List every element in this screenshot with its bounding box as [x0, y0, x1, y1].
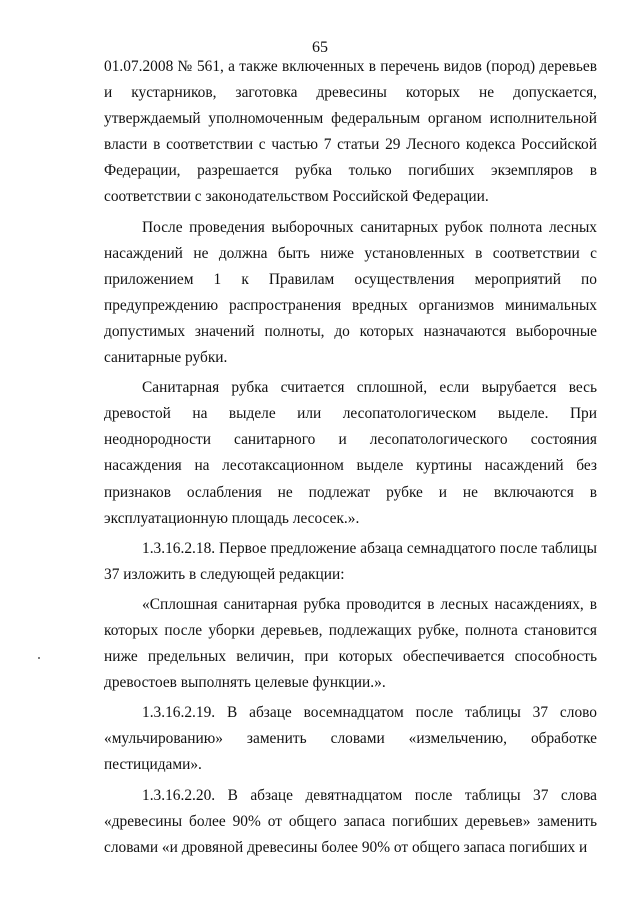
- page-number: 65: [312, 39, 328, 56]
- paragraph-5: «Сплошная санитарная рубка проводится в лесных насаждениях, в которых после уборки деревьев, подлежащих рубке, полнота становится ниже предельных величин, при которых обеспечивается способность древостоев выполнять целевые функции.».: [104, 595, 597, 692]
- paragraph-1: 01.07.2008 № 561, а также включенных в перечень видов (пород) деревьев и кустарников, заготовка древесины которых не допускается, утверждаемый уполномоченным федеральным органом исполнительной власти в соответствии с частью 7 статьи 29 Лесного кодекса Российской Федерации, разрешается рубка только погибших экземпляров в соответствии с законодательством Российской Федерации.: [104, 58, 597, 206]
- paragraph-4: 1.3.16.2.18. Первое предложение абзаца семнадцатого после таблицы 37 изложить в следующей редакции:: [104, 539, 597, 583]
- paragraph-7: 1.3.16.2.20. В абзаце девятнадцатом после таблицы 37 слова «древесины более 90% от общего запаса погибших деревьев» заменить словами «и дровяной древесины более 90% от общего запаса погибших и: [104, 786, 597, 856]
- paragraph-3: Санитарная рубка считается сплошной, если вырубается весь древостой на выделе или лесопатологическом выделе. При неоднородности санитарного и лесопатологического состояния насаждения на лесотаксационном выделе куртины насаждений без признаков ослабления не подлежат рубке и не включаются в эксплуатационную площадь лесосек.».: [104, 379, 597, 527]
- scan-speck: [38, 657, 40, 659]
- document-body: [104, 54, 597, 865]
- paragraph-2: После проведения выборочных санитарных рубок полнота лесных насаждений не должна быть ниже установленных в соответствии с приложением 1 к Правилам осуществления мероприятий по предупреждению распространения вредных организмов минимальных допустимых значений полноты, до которых назначаются выборочные санитарные рубки.: [104, 218, 597, 367]
- paragraph-6: 1.3.16.2.19. В абзаце восемнадцатом после таблицы 37 слово «мульчированию» заменить словами «измельчению, обработке пестицидами».: [104, 704, 597, 774]
